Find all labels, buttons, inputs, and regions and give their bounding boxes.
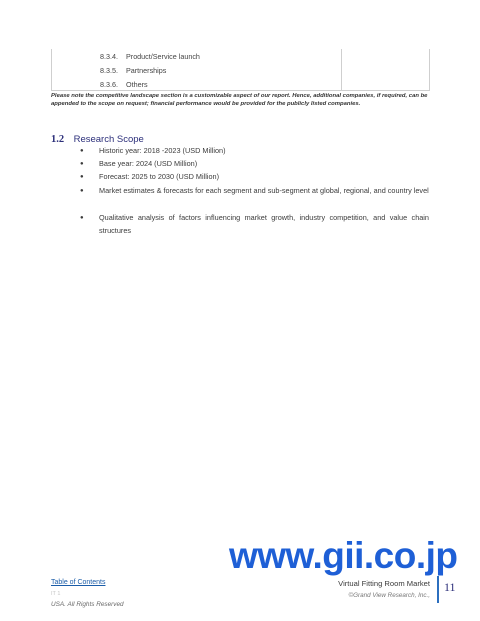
toc-row-number: 8.3.5. bbox=[100, 66, 118, 75]
footer-divider bbox=[437, 576, 439, 603]
bullet-icon: ● bbox=[80, 188, 84, 194]
list-item-text: Forecast: 2025 to 2030 (USD Million) bbox=[99, 172, 220, 181]
toc-row-label: Others bbox=[126, 80, 148, 89]
copyright-text: ©Grand View Research, Inc., bbox=[348, 592, 430, 599]
bullet-icon: ● bbox=[80, 174, 84, 180]
list-item-text: Historic year: 2018 -2023 (USD Million) bbox=[99, 146, 226, 155]
bullet-icon: ● bbox=[80, 161, 84, 167]
list-item-text: Qualitative analysis of factors influencing market growth, industry competition, and value chain structures bbox=[99, 213, 429, 235]
toc-row-number: 8.3.6. bbox=[100, 80, 118, 89]
rights-text: USA. All Rights Reserved bbox=[51, 601, 124, 608]
table-of-contents-link[interactable]: Table of Contents bbox=[51, 579, 106, 586]
section-number: 1.2 bbox=[51, 134, 65, 145]
report-title: Virtual Fitting Room Market bbox=[338, 579, 430, 588]
toc-row bbox=[100, 52, 200, 61]
list-item-text: Base year: 2024 (USD Million) bbox=[99, 159, 198, 168]
toc-row bbox=[100, 80, 148, 89]
toc-row bbox=[100, 66, 166, 75]
toc-row-number: 8.3.4. bbox=[100, 52, 118, 61]
table-column-divider bbox=[341, 49, 342, 90]
bullet-icon: ● bbox=[80, 215, 84, 221]
list-item-text: Market estimates & forecasts for each segment and sub-segment at global, regional, and country level bbox=[99, 186, 429, 195]
section-title: Research Scope bbox=[73, 134, 144, 145]
bullet-icon: ● bbox=[80, 148, 84, 154]
landscape-note: Please note the competitive landscape section is a customizable aspect of our report. Hence, additional companies, if required, can be appended to the scope on request; financial performance would be provided for the publicly listed companies. bbox=[51, 93, 428, 107]
watermark: www.gii.co.jp bbox=[229, 535, 458, 576]
toc-row-label: Partnerships bbox=[126, 66, 167, 75]
toc-row-label: Product/Service launch bbox=[126, 52, 200, 61]
page-number: 11 bbox=[444, 580, 456, 594]
toc-table-fragment bbox=[51, 49, 430, 91]
footer-faint-text: IT 1 bbox=[51, 591, 61, 597]
